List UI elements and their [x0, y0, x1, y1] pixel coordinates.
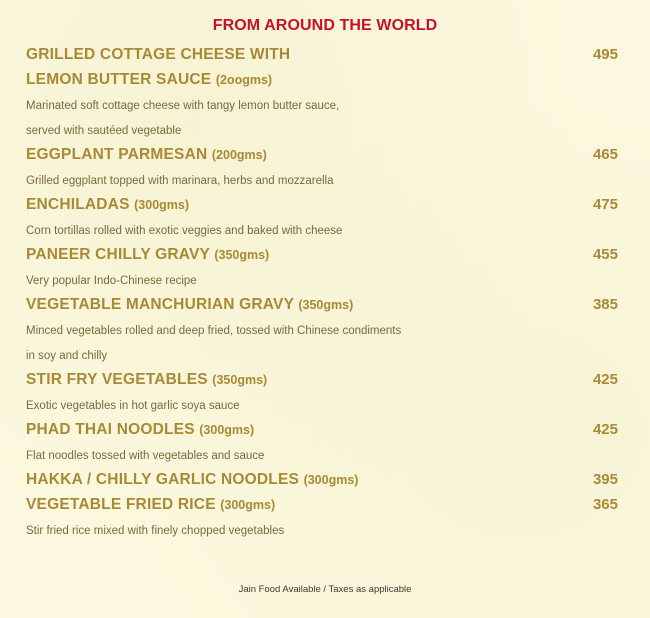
- section-title: FROM AROUND THE WORLD: [212, 17, 438, 34]
- menu-item-name-row: [26, 242, 620, 267]
- menu-item-description: Exotic vegetables in hot garlic soya sauce: [26, 400, 240, 412]
- menu-item-description: Very popular Indo-Chinese recipe: [26, 275, 197, 287]
- item-price: 455: [592, 246, 618, 263]
- footer-note: Jain Food Available / Taxes as applicable: [238, 584, 412, 595]
- item-price: 365: [592, 496, 618, 513]
- menu-item-description: Marinated soft cottage cheese with tangy lemon butter sauce,: [26, 100, 340, 112]
- menu-list: [26, 42, 620, 542]
- menu-item-description: Flat noodles tossed with vegetables and sauce: [26, 450, 265, 462]
- item-price: 465: [592, 146, 618, 163]
- item-quantity: (300gms): [134, 198, 190, 212]
- item-name: HAKKA / CHILLY GARLIC NOODLES: [26, 471, 304, 488]
- menu-item-name-row: [26, 42, 620, 67]
- item-price: 495: [592, 46, 618, 63]
- item-quantity: (300gms): [303, 473, 359, 487]
- menu-item-description: Grilled eggplant topped with marinara, herbs and mozzarella: [26, 175, 334, 187]
- item-quantity: (200gms): [211, 148, 267, 162]
- menu-item-description: Minced vegetables rolled and deep fried, tossed with Chinese condiments: [26, 325, 402, 337]
- menu-item-name-row: [26, 67, 620, 92]
- menu-item-name-row: [26, 367, 620, 392]
- item-price: 385: [592, 296, 618, 313]
- item-name: VEGETABLE MANCHURIAN GRAVY: [26, 296, 299, 313]
- item-quantity: (350gms): [212, 373, 268, 387]
- item-name: LEMON BUTTER SAUCE: [26, 71, 216, 88]
- menu-item-description: Stir fried rice mixed with finely chopped vegetables: [26, 525, 285, 537]
- item-quantity: (350gms): [298, 298, 354, 312]
- item-price: 475: [592, 196, 618, 213]
- menu-item-name-row: [26, 492, 620, 517]
- item-quantity: (300gms): [199, 423, 255, 437]
- item-price: 395: [592, 471, 618, 488]
- item-quantity: (300gms): [220, 498, 276, 512]
- item-price: 425: [592, 371, 618, 388]
- item-quantity: (2oogms): [215, 73, 273, 87]
- item-price: 425: [592, 421, 618, 438]
- menu-item-description: served with sautéed vegetable: [26, 125, 182, 137]
- menu-item-description: Corn tortillas rolled with exotic veggies and baked with cheese: [26, 225, 343, 237]
- menu-item-name-row: [26, 467, 620, 492]
- menu-item-name-row: [26, 192, 620, 217]
- item-name: GRILLED COTTAGE CHEESE WITH: [26, 46, 291, 63]
- menu-item-name-row: [26, 292, 620, 317]
- menu-item-description: in soy and chilly: [26, 350, 108, 362]
- menu-item-name-row: [26, 142, 620, 167]
- item-name: EGGPLANT PARMESAN: [26, 146, 212, 163]
- item-name: PHAD THAI NOODLES: [26, 421, 200, 438]
- item-name: VEGETABLE FRIED RICE: [26, 496, 221, 513]
- item-name: STIR FRY VEGETABLES: [26, 371, 213, 388]
- item-name: ENCHILADAS: [26, 196, 135, 213]
- item-name: PANEER CHILLY GRAVY: [26, 246, 215, 263]
- menu-item-name-row: [26, 417, 620, 442]
- item-quantity: (350gms): [214, 248, 270, 262]
